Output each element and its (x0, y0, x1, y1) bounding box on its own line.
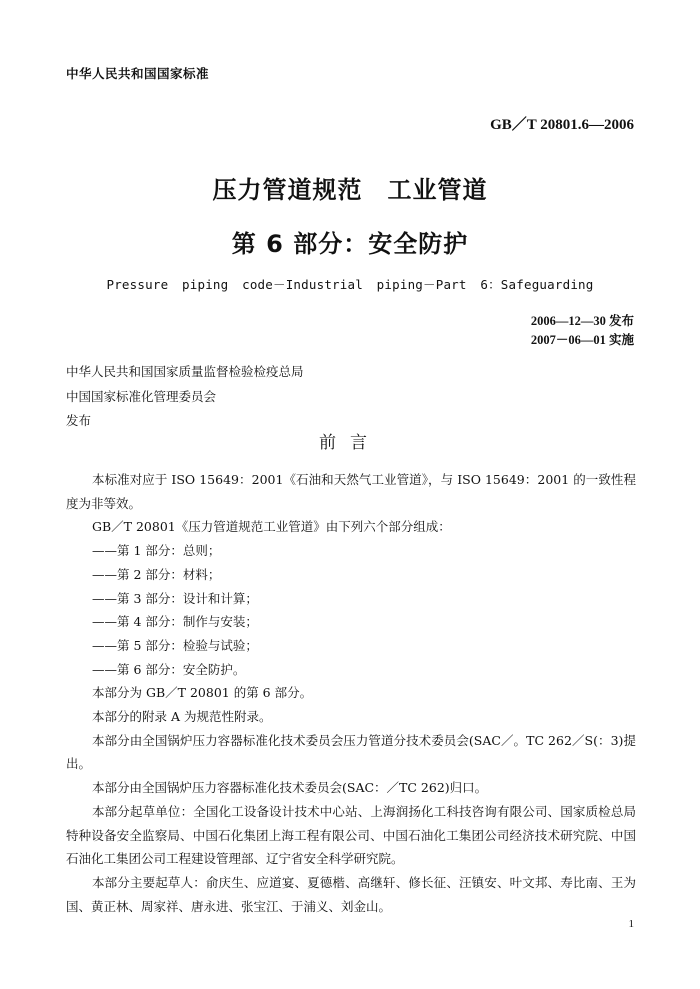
issuers-block (66, 360, 304, 434)
foreword-body (66, 468, 636, 918)
standard-code: GB／T 20801.6—2006 (490, 117, 634, 133)
standard-type-header: 中华人民共和国国家标准 (66, 66, 210, 81)
document-title: 压力管道规范 工业管道 (212, 176, 488, 204)
paragraph: GB／T 20801《压力管道规范工业管道》由下列六个部分组成： (92, 519, 451, 535)
paragraph: 本部分的附录 A 为规范性附录。 (92, 709, 272, 725)
list-item: ——第 5 部分：检验与试验； (92, 637, 258, 653)
list-item: ——第 1 部分：总则； (92, 543, 221, 559)
paragraph: 本部分起草单位：全国化工设备设计技术中心站、上海润扬化工科技咨询有限公司、国家质检总局特种设备安全监察局、中国石化集团上海工程有限公司、中国石油化工集团公司经济技术研究院、中国石油化工集团公司工程建设管理部、辽宁省安全科学研究院。 (66, 803, 636, 867)
dates-block (531, 312, 634, 350)
paragraph: 本部分由全国锅炉压力容器标准化技术委员会(SAC：／TC 262)归口。 (92, 780, 488, 796)
english-title: Pressure piping code－Industrial piping－Part 6：Safeguarding (106, 277, 594, 292)
document-part-title: 第 6 部分：安全防护 (231, 230, 469, 258)
list-item: ——第 2 部分：材料； (92, 566, 221, 582)
paragraph: 本标准对应于 ISO 15649：2001《石油和天然气工业管道》，与 ISO 15649：2001 的一致性程度为非等效。 (66, 472, 636, 511)
publish-date: 2006—12—30 发布 (530, 314, 634, 328)
issue-label: 发布 (66, 413, 92, 428)
list-item: ——第 3 部分：设计和计算； (92, 590, 258, 606)
list-item: ——第 6 部分：安全防护。 (92, 661, 246, 677)
issuer-line: 中华人民共和国国家质量监督检验检疫总局 (66, 364, 304, 379)
paragraph: 本部分由全国锅炉压力容器标准化技术委员会压力管道分技术委员会(SAC／。TC 262／S(：3)提出。 (66, 732, 636, 772)
page-number: 1 (628, 918, 634, 930)
implement-date: 2007－06—01 实施 (530, 333, 634, 347)
paragraph: 本部分为 GB／T 20801 的第 6 部分。 (92, 685, 313, 701)
issuer-line: 中国国家标准化管理委员会 (66, 388, 217, 404)
paragraph: 本部分主要起草人：俞庆生、应道宴、夏德楷、高继轩、修长征、汪镇安、叶文邦、寿比南、王为国、黄正林、周家祥、唐永进、张宝江、于浦义、刘金山。 (66, 874, 636, 914)
foreword-heading: 前言 (319, 433, 381, 453)
list-item: ——第 4 部分：制作与安装； (92, 614, 258, 630)
